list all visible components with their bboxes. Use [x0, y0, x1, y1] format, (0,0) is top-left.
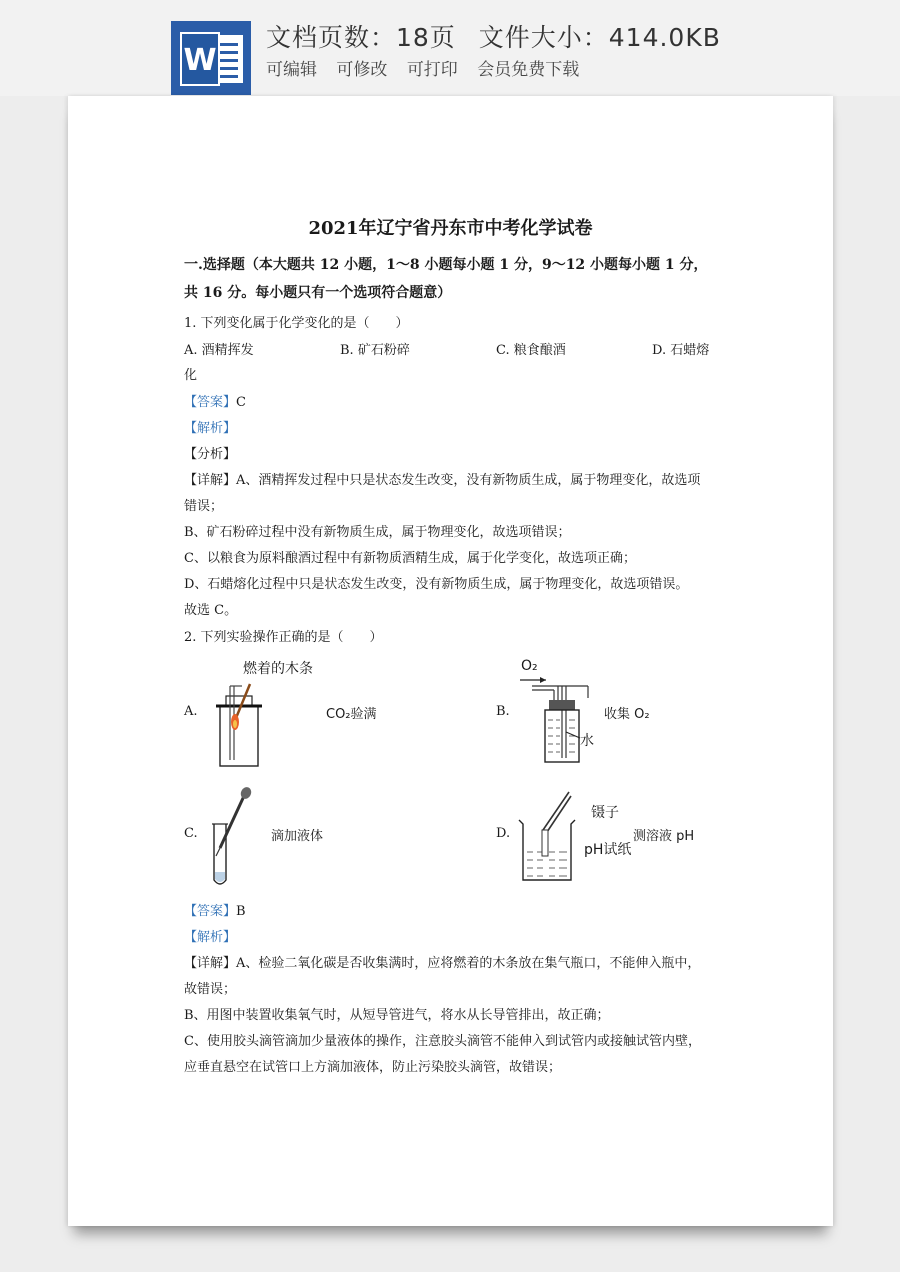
q1-stem: 1. 下列变化属于化学变化的是（ ） [184, 316, 409, 331]
page-count: 文档页数：18页 [266, 23, 456, 52]
q1-option-a: A. 酒精挥发 [184, 343, 254, 358]
beaker-ph-paper-icon [513, 790, 583, 888]
q2-label-b: B. [496, 704, 510, 719]
q1-option-c: C. 粮食酿酒 [496, 343, 566, 358]
q2-a-caption: CO₂验满 [326, 707, 377, 722]
q2-c-caption: 滴加液体 [271, 829, 324, 844]
q2-detail-line: 应垂直悬空在试管口上方滴加液体，防止污染胶头滴管，故错误； [184, 1060, 562, 1075]
answer-value: C [236, 395, 246, 410]
q2-detail-line: C、使用胶头滴管滴加少量液体的操作，注意胶头滴管不能伸入到试管内或接触试管内壁， [184, 1034, 701, 1049]
test-tube-dropper-icon [206, 786, 256, 890]
q2-a-top-label: 燃着的木条 [243, 661, 313, 677]
answer-label: 【答案】 [184, 904, 237, 919]
feature-item: 可打印 [406, 60, 458, 80]
feature-item: 可编辑 [266, 60, 317, 80]
q2-b-gas-label: O₂ [521, 658, 538, 674]
answer-value: B [236, 904, 246, 919]
q1-detail-line: 错误； [184, 499, 224, 514]
q2-label-d: D. [496, 826, 511, 841]
feature-item: 可修改 [336, 60, 388, 80]
q2-stem: 2. 下列实验操作正确的是（ ） [184, 630, 383, 645]
feature-item: 会员免费下载 [477, 60, 580, 80]
gas-collection-bottle-icon [518, 672, 608, 768]
document-title: 2021年辽宁省丹东市中考化学试卷 [308, 218, 593, 239]
q2-label-c: C. [184, 826, 198, 841]
q2-b-water-label: 水 [580, 733, 594, 749]
q2-b-caption: 收集 O₂ [604, 707, 650, 722]
q1-detail-line: 故选 C。 [184, 603, 238, 618]
section-heading: 一.选择题（本大题共 12 小题，1～8 小题每小题 1 分，9～12 小题每小题 1 分， [184, 257, 708, 273]
document-page [68, 96, 833, 1226]
q1-option-b: B. 矿石粉碎 [340, 343, 410, 358]
q2-d-paper-label: pH试纸 [584, 842, 632, 858]
q2-answer [184, 900, 246, 919]
q2-d-tweezer-label: 镊子 [591, 805, 619, 821]
q1-analysis-label: 【解析】 [184, 421, 237, 436]
q1-fenxi-label: 【分析】 [184, 447, 237, 462]
q1-option-d: D. 石蜡熔 [652, 343, 710, 358]
gas-bottle-burning-stick-icon [208, 678, 268, 770]
q1-detail-line: C、以粮食为原料酿酒过程中有新物质酒精生成，属于化学变化，故选项正确； [184, 551, 636, 566]
q2-d-caption: 测溶液 pH [633, 829, 695, 844]
q1-detail-line: B、矿石粉碎过程中没有新物质生成，属于物理变化，故选项错误； [184, 525, 571, 540]
q1-option-d-wrap: 化 [184, 368, 198, 383]
q1-detail-line: 【详解】A、酒精挥发过程中只是状态发生改变，没有新物质生成，属于物理变化，故选项 [184, 473, 701, 488]
feature-list [266, 55, 593, 80]
q2-detail-line: 故错误； [184, 982, 237, 997]
q2-detail-line: 【详解】A、检验二氧化碳是否收集满时，应将燃着的木条放在集气瓶口，不能伸入瓶中， [184, 956, 701, 971]
q2-detail-line: B、用图中装置收集氧气时，从短导管进气，将水从长导管排出，故正确； [184, 1008, 610, 1023]
file-size: 文件大小：414.0KB [478, 23, 721, 52]
q1-detail-line: D、石蜡熔化过程中只是状态发生改变，没有新物质生成，属于物理变化，故选项错误。 [184, 577, 689, 592]
q2-analysis-label: 【解析】 [184, 930, 237, 945]
word-document-icon [171, 21, 251, 95]
svg-text:W: W [183, 43, 217, 78]
q2-label-a: A. [184, 704, 198, 719]
section-heading-cont: 共 16 分。每小题只有一个选项符合题意） [184, 285, 452, 301]
answer-label: 【答案】 [184, 395, 237, 410]
top-info-bar [0, 0, 900, 96]
q1-answer [184, 391, 246, 410]
document-stats [266, 18, 735, 54]
